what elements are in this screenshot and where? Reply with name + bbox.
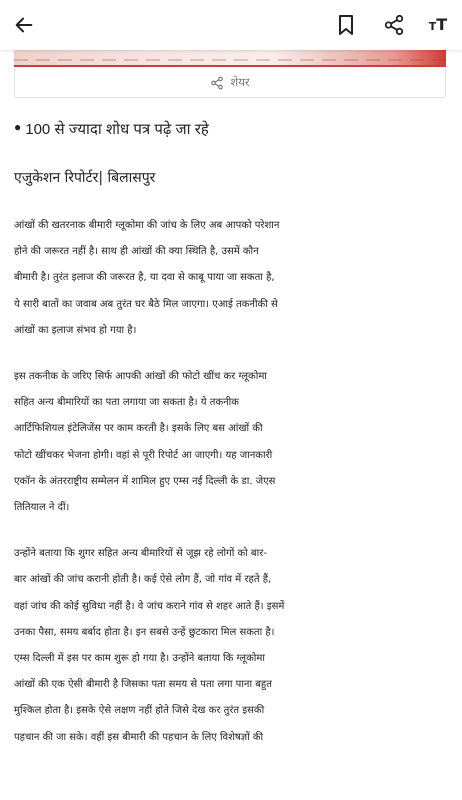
- article-body: [14, 108, 450, 751]
- share-button[interactable]: [378, 9, 410, 41]
- share-icon: [210, 76, 224, 90]
- bookmark-button[interactable]: [330, 9, 362, 41]
- bookmark-icon: [336, 14, 356, 36]
- top-toolbar: [0, 0, 462, 50]
- text-size-button[interactable]: [422, 9, 454, 41]
- article-highlight: ● 100 से ज्यादा शोध पत्र पढ़े जा रहे: [14, 120, 209, 138]
- article-paragraph: उन्होंने बताया कि शुगर सहित अन्य बीमारियों से जूझ रहे लोगों को बार- बार आंखों की जांच करानी होती है। कई ऐसे लोग हैं, जो गांव में रहते हैं, वहां जांच की कोई सुविधा नहीं है। वे जांच कराने गांव से शहर आते हैं। इसमें उनका पैसा, समय बर्बाद होता है। इन सबसे उन्हें छुटकारा मिल सकता है। एम्स दिल्ली में इस पर काम शुरू हो गया है। उन्होंने बताया कि ग्लूकोमा आंखों की एक ऐसी बीमारी है जिसका पता समय से पता लगा पाना बहुत मुश्किल होता है। इसके ऐसे लक्षण नहीं होते जिसे देख कर तुरंत इसकी पहचान की जा सके। वहीं इस बीमारी की पहचान के लिए विशेषज्ञों की: [14, 548, 285, 743]
- share-label: शेयर: [230, 75, 250, 89]
- back-button[interactable]: [8, 9, 40, 41]
- article-paragraph: आंखों की खतरनाक बीमारी ग्लूकोमा की जांच के लिए अब आपको परेशान होने की जरूरत नहीं है। साथ ही आंखों की क्या स्थिति है, उसमें कौन बीमारी है। तुरंत इलाज की जरूरत है, या दवा से काबू पाया जा सकता है, ये सारी बातों का जवाब अब तुरंत घर बैठे मिल जाएगा। एआई तकनीकी से आंखों का इलाज संभव हो गया है।: [14, 220, 280, 336]
- article-image: [14, 50, 446, 67]
- arrow-left-icon: [13, 14, 35, 36]
- share-icon: [383, 14, 405, 36]
- bullet-icon: ●: [14, 120, 22, 134]
- share-bar[interactable]: [14, 68, 446, 98]
- article-paragraph: इस तकनीक के जरिए सिर्फ आपकी आंखों की फोटो खींच कर ग्लूकोमा सहित अन्य बीमारियों का पता लगाया जा सकता है। ये तकनीक आर्टिफिशियल इंटेलिजेंस पर काम करती है। इसके लिए बस आंखों की फोटो खींचकर भेजना होगी। वहां से पूरी रिपोर्ट आ जाएगी। यह जानकारी एकॉन के अंतरराष्ट्रीय सम्मेलन में शामिल हुए एम्स नई दिल्ली के डा. जेएस तितियाल ने दीं।: [14, 371, 276, 514]
- text-size-icon: TT: [428, 15, 448, 34]
- article-byline: एजुकेशन रिपोर्टर| बिलासपुर: [14, 170, 156, 186]
